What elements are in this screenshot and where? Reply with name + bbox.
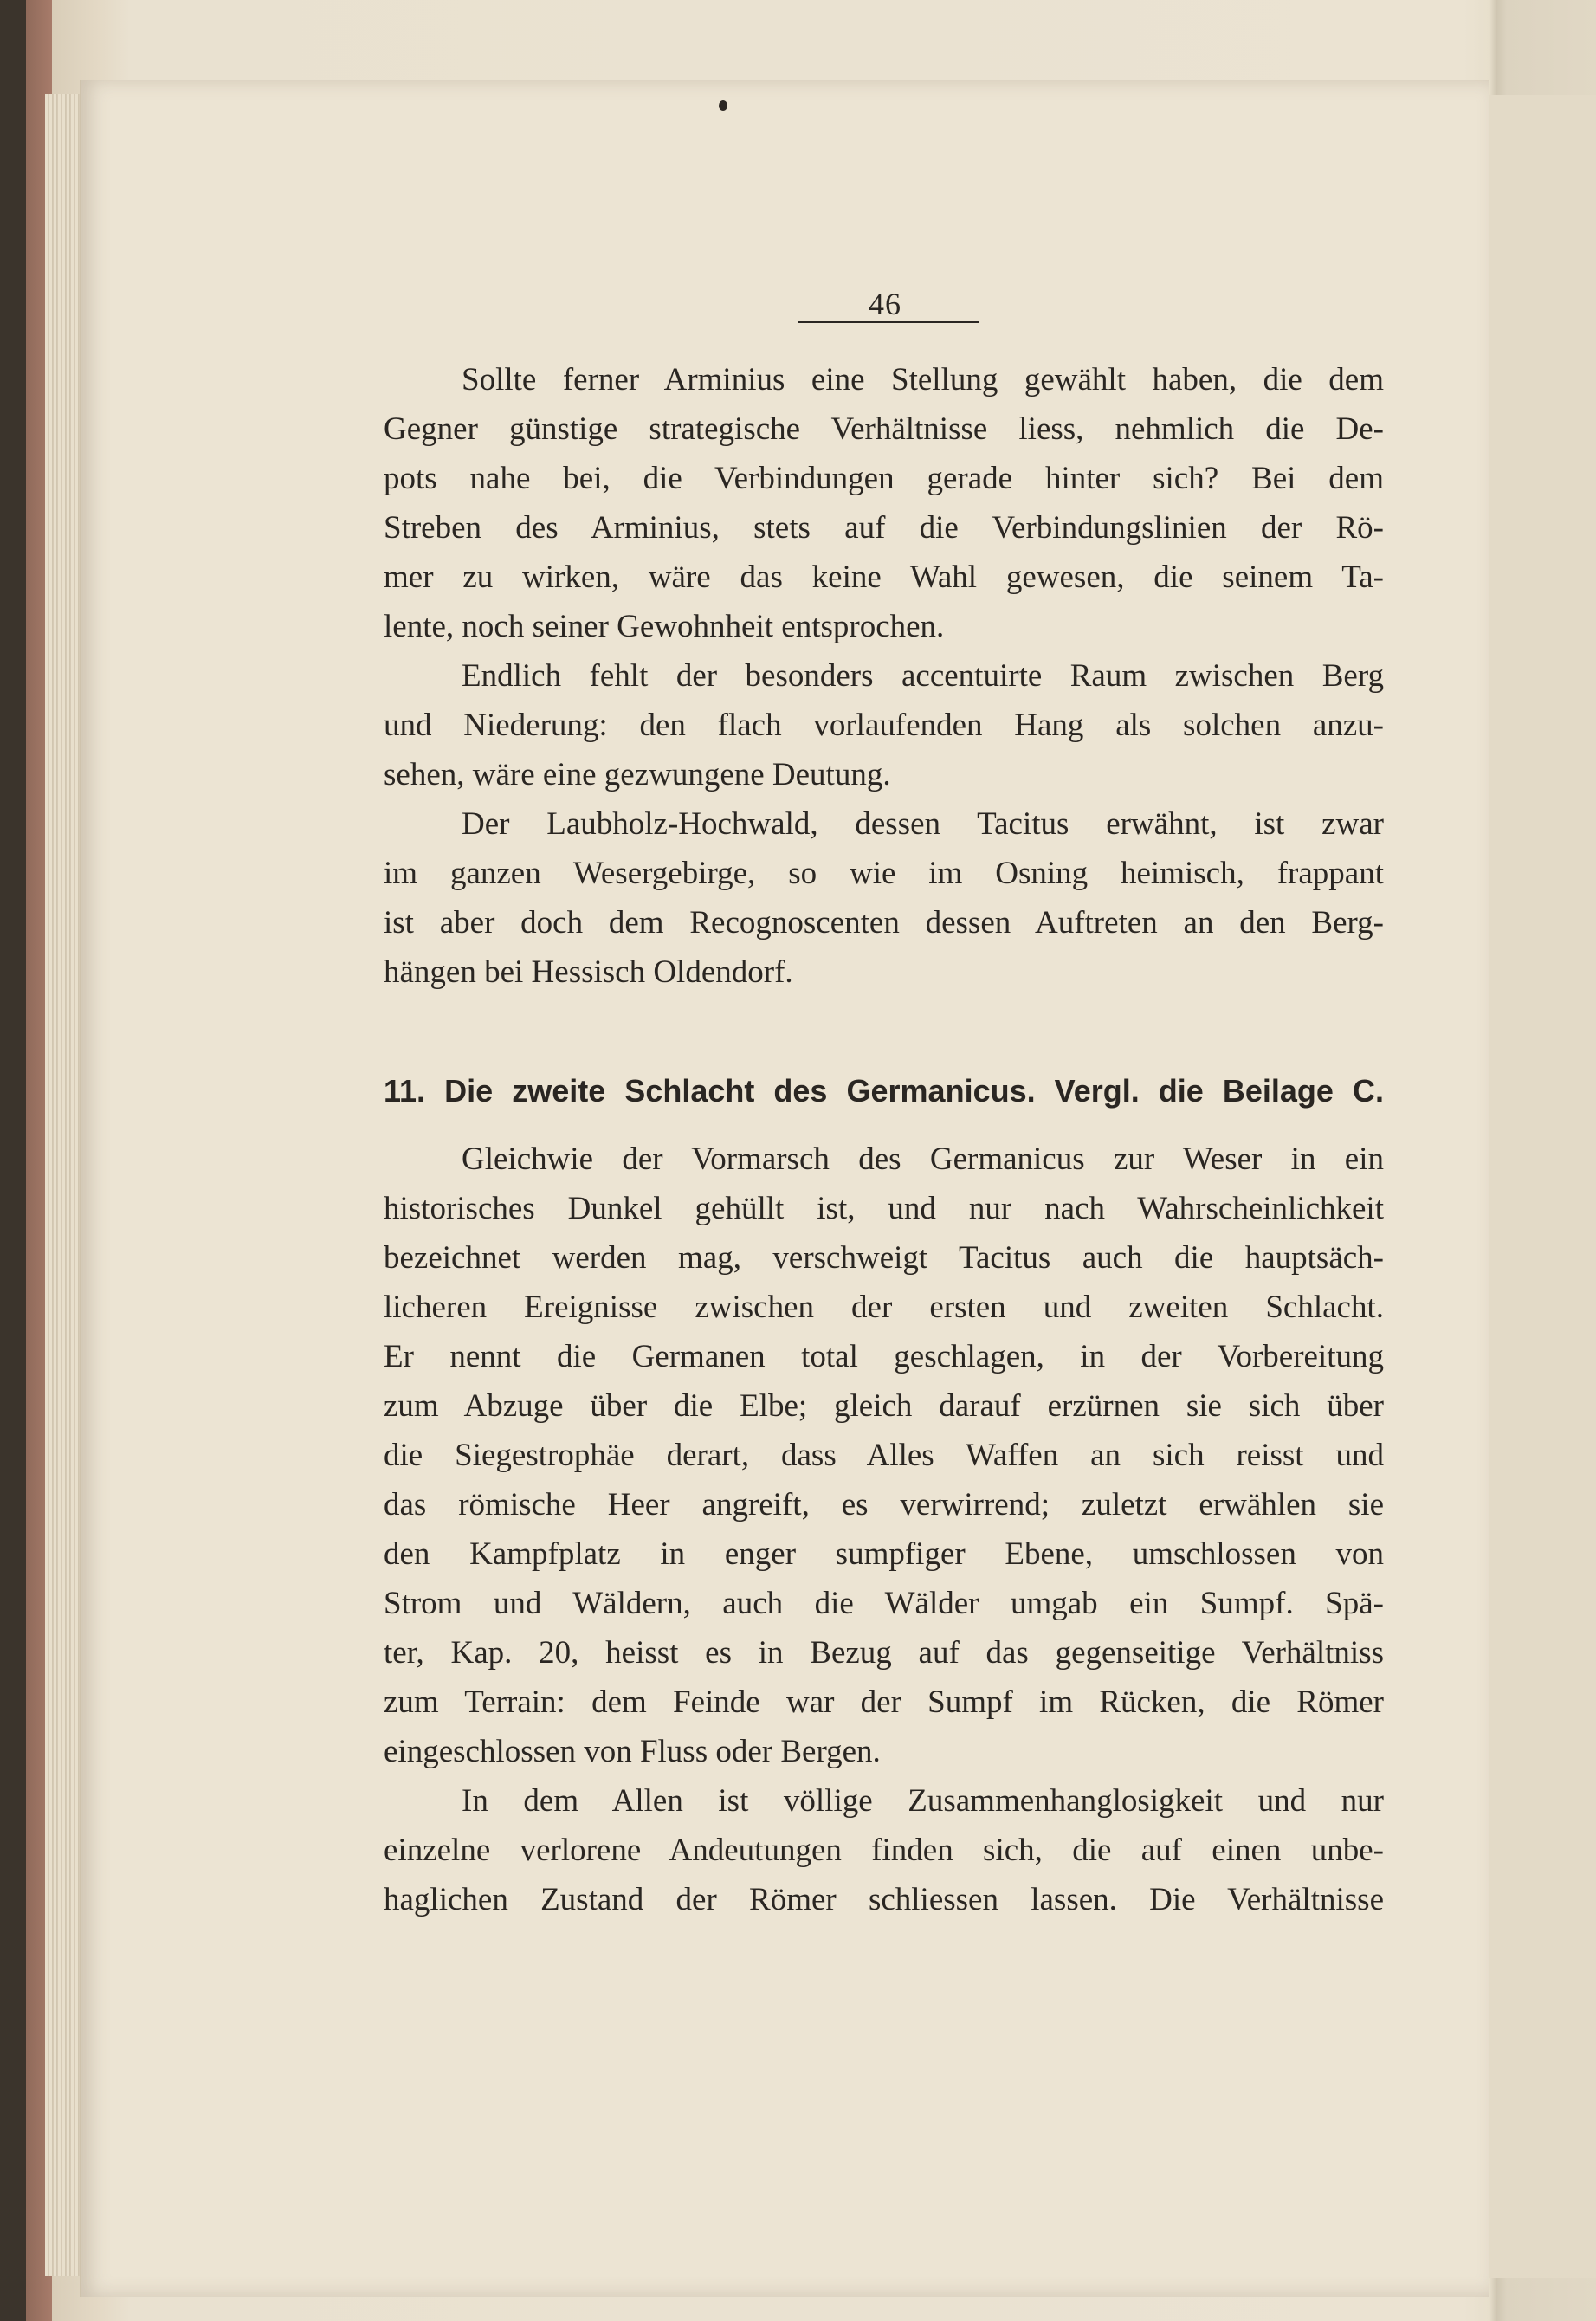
- heading-spacer: [384, 1115, 1384, 1135]
- text-line: licheren Ereignisse zwischen der ersten und zweiten Schlacht.: [384, 1290, 1384, 1325]
- text-line: Er nennt die Germanen total geschlagen, in der Vorbereitung: [384, 1339, 1384, 1374]
- text-line: Sollte ferner Arminius eine Stellung gewählt haben, die dem: [462, 362, 1384, 398]
- text-line: im ganzen Wesergebirge, so wie im Osning heimisch, frappant: [384, 856, 1384, 891]
- text-line: zum Abzuge über die Elbe; gleich darauf erzürnen sie sich über: [384, 1388, 1384, 1424]
- text-line: Endlich fehlt der besonders accentuirte Raum zwischen Berg: [462, 658, 1384, 694]
- text-line: ist aber doch dem Recognoscenten dessen Auftreten an den Berg-: [384, 905, 1384, 941]
- text-line: hängen bei Hessisch Oldendorf.: [384, 954, 793, 990]
- text-line: eingeschlossen von Fluss oder Bergen.: [384, 1734, 881, 1769]
- text-line: den Kampfplatz in enger sumpfiger Ebene, umschlossen von: [384, 1536, 1384, 1572]
- text-line: historisches Dunkel gehüllt ist, und nur nach Wahrscheinlichkeit: [384, 1191, 1384, 1226]
- text-line: Gleichwie der Vormarsch des Germanicus zur Weser in ein: [462, 1141, 1384, 1177]
- text-line: lente, noch seiner Gewohnheit entsprochen.: [384, 609, 945, 644]
- page-number: 46: [869, 287, 901, 321]
- text-line: In dem Allen ist völlige Zusammenhanglosigkeit und nur: [462, 1783, 1384, 1819]
- section-heading: 11. Die zweite Schlacht des Germanicus. Vergl. die Beilage C.: [384, 1073, 1384, 1109]
- text-line: und Niederung: den flach vorlaufenden Hang als solchen anzu-: [384, 708, 1384, 743]
- page-body: [384, 355, 1384, 1924]
- section-spacer: [384, 997, 1384, 1066]
- text-line: Strom und Wäldern, auch die Wälder umgab ein Sumpf. Spä-: [384, 1586, 1384, 1621]
- text-line: Gegner günstige strategische Verhältnisse liess, nehmlich die De-: [384, 411, 1384, 447]
- text-line: zum Terrain: dem Feinde war der Sumpf im Rücken, die Römer: [384, 1684, 1384, 1720]
- text-line: mer zu wirken, wäre das keine Wahl gewesen, die seinem Ta-: [384, 559, 1384, 595]
- ink-dot-mark: [719, 100, 727, 111]
- text-line: Streben des Arminius, stets auf die Verbindungslinien der Rö-: [384, 510, 1384, 546]
- adjacent-page-edge: [1483, 95, 1596, 2278]
- text-line: Der Laubholz-Hochwald, dessen Tacitus erwähnt, ist zwar: [462, 806, 1384, 842]
- text-line: einzelne verlorene Andeutungen finden sich, die auf einen unbe-: [384, 1833, 1384, 1868]
- text-line: die Siegestrophäe derart, dass Alles Waffen an sich reisst und: [384, 1438, 1384, 1473]
- text-line: sehen, wäre eine gezwungene Deutung.: [384, 757, 891, 792]
- text-line: das römische Heer angreift, es verwirrend; zuletzt erwählen sie: [384, 1487, 1384, 1523]
- text-line: pots nahe bei, die Verbindungen gerade hinter sich? Bei dem: [384, 461, 1384, 496]
- text-line: bezeichnet werden mag, verschweigt Tacitus auch die hauptsäch-: [384, 1240, 1384, 1276]
- text-line: haglichen Zustand der Römer schliessen lassen. Die Verhältnisse: [384, 1882, 1384, 1917]
- page-number-rule: [798, 321, 979, 323]
- text-line: ter, Kap. 20, heisst es in Bezug auf das gegenseitige Verhältniss: [384, 1635, 1384, 1671]
